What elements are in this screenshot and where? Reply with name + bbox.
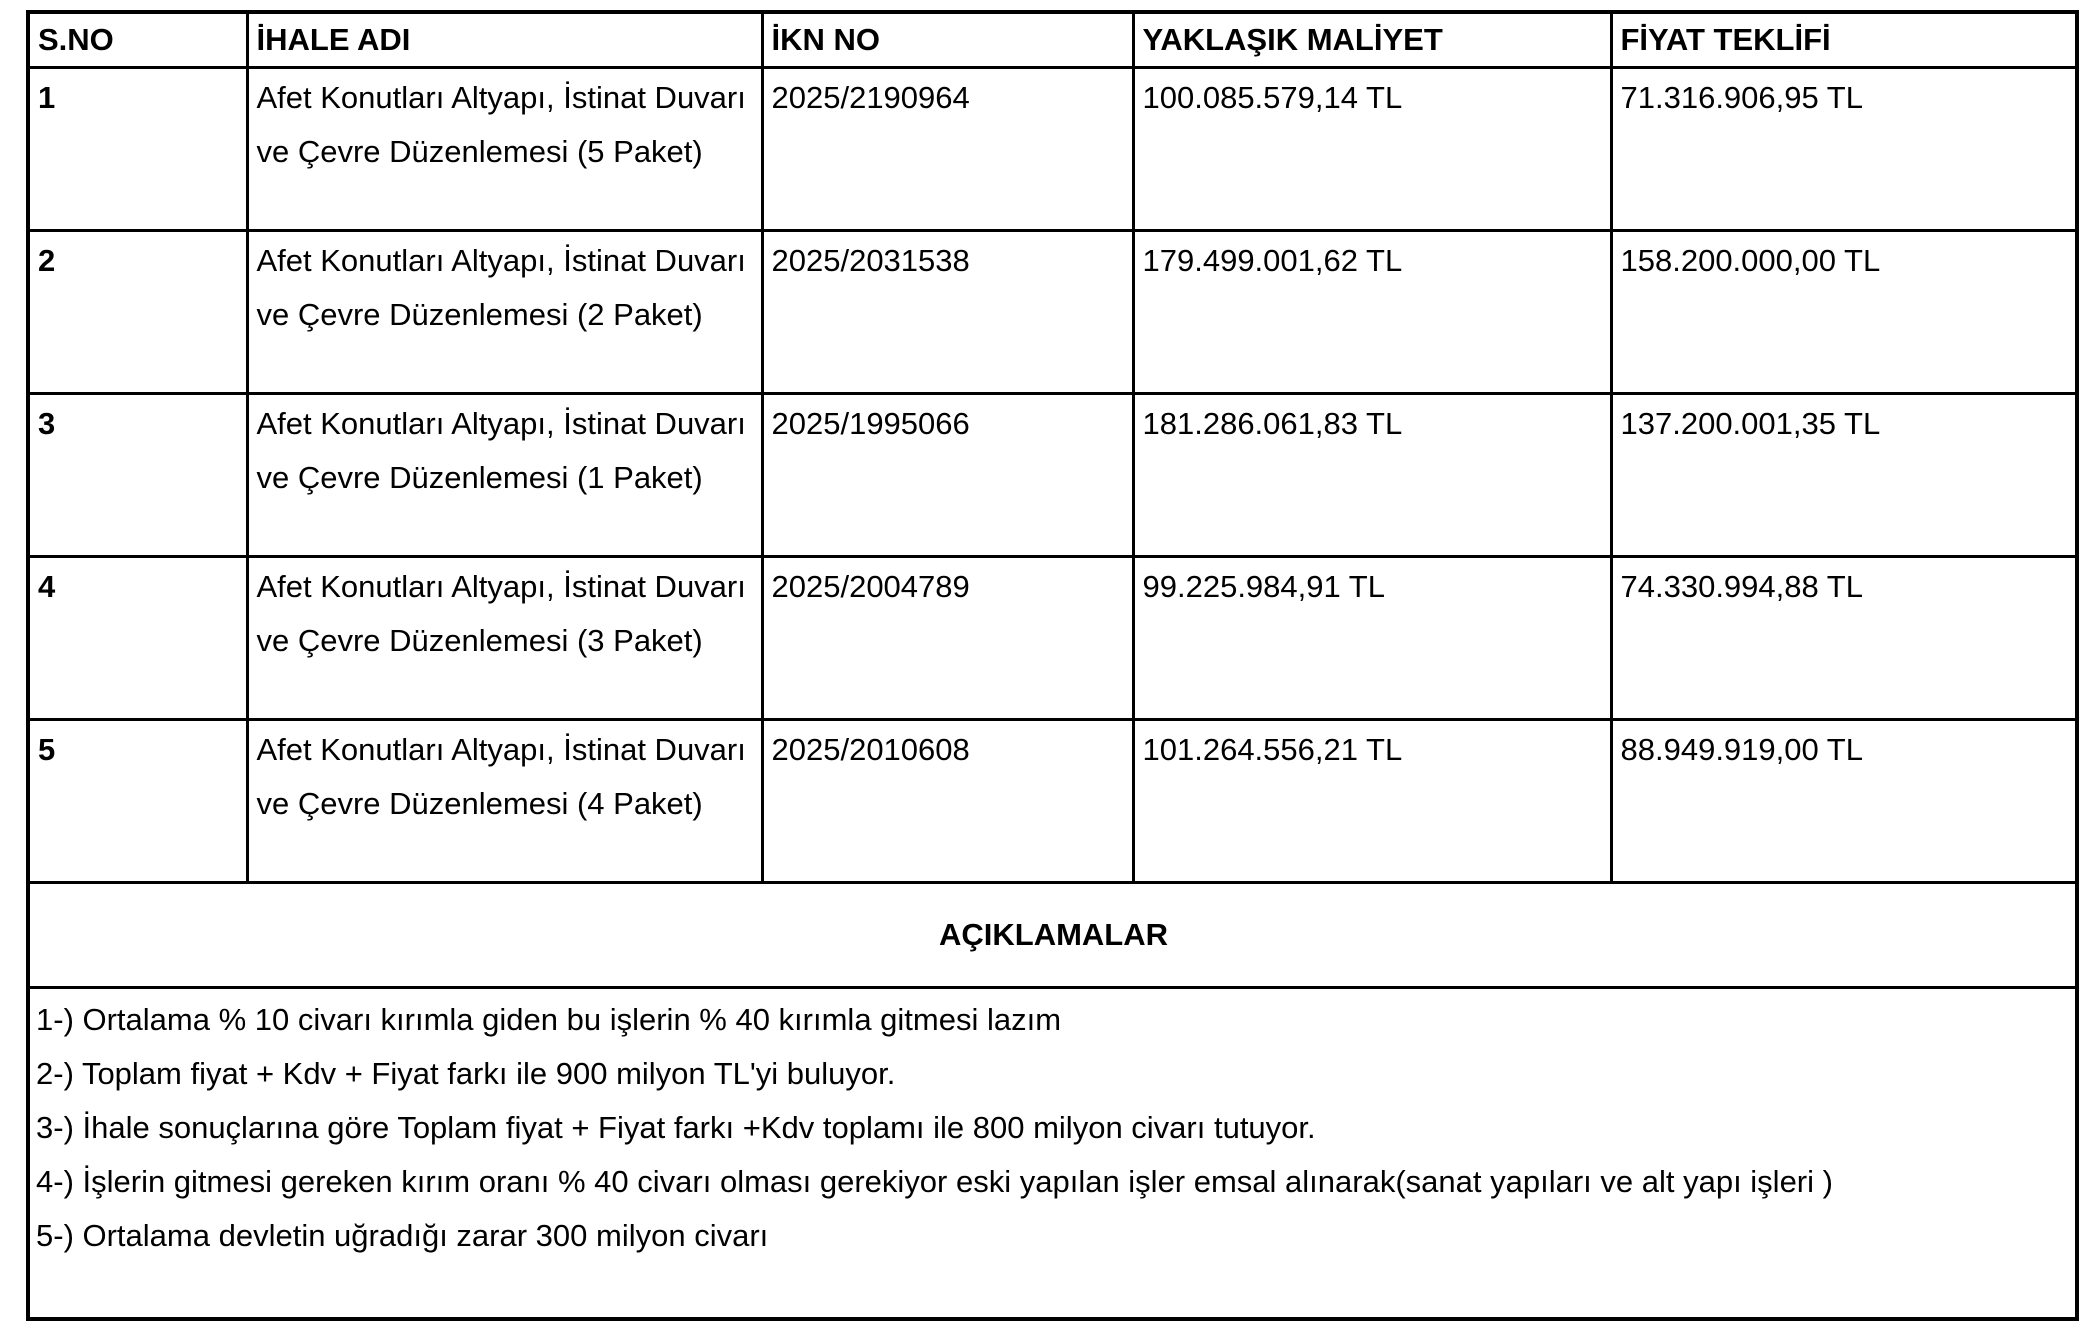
cell-sno: 2 <box>28 231 247 394</box>
cell-sno: 1 <box>28 68 247 231</box>
cell-ihale-adi: Afet Konutları Altyapı, İstinat Duvarı ve Çevre Düzenlemesi (5 Paket) <box>247 68 762 231</box>
table-row <box>28 720 2077 883</box>
header-ikn-no: İKN NO <box>762 12 1133 68</box>
tender-table <box>26 10 2079 1321</box>
aciklama-item: 1-) Ortalama % 10 civarı kırımla giden bu işlerin % 40 kırımla gitmesi lazım <box>36 1002 1062 1037</box>
cell-fiyat-teklifi: 158.200.000,00 TL <box>1611 231 2077 394</box>
notes-row <box>28 988 2077 1320</box>
aciklama-item: 5-) Ortalama devletin uğradığı zarar 300 milyon civarı <box>36 1218 769 1253</box>
cell-sno: 5 <box>28 720 247 883</box>
cell-ikn-no: 2025/2190964 <box>762 68 1133 231</box>
section-title-row <box>28 883 2077 988</box>
table-row <box>28 68 2077 231</box>
cell-ihale-adi: Afet Konutları Altyapı, İstinat Duvarı ve Çevre Düzenlemesi (4 Paket) <box>247 720 762 883</box>
header-yaklasik-maliyet: YAKLAŞIK MALİYET <box>1133 12 1611 68</box>
aciklamalar-title: AÇIKLAMALAR <box>28 883 2077 988</box>
table-row <box>28 231 2077 394</box>
cell-ihale-adi: Afet Konutları Altyapı, İstinat Duvarı ve Çevre Düzenlemesi (2 Paket) <box>247 231 762 394</box>
cell-ikn-no: 2025/2031538 <box>762 231 1133 394</box>
aciklama-item: 4-) İşlerin gitmesi gereken kırım oranı % 40 civarı olması gerekiyor eski yapılan işler emsal alınarak(sanat yapıları ve alt yapı işleri ) <box>36 1164 1833 1199</box>
cell-sno: 4 <box>28 557 247 720</box>
cell-yaklasik-maliyet: 99.225.984,91 TL <box>1133 557 1611 720</box>
cell-fiyat-teklifi: 74.330.994,88 TL <box>1611 557 2077 720</box>
cell-yaklasik-maliyet: 100.085.579,14 TL <box>1133 68 1611 231</box>
cell-ihale-adi: Afet Konutları Altyapı, İstinat Duvarı ve Çevre Düzenlemesi (3 Paket) <box>247 557 762 720</box>
cell-ihale-adi: Afet Konutları Altyapı, İstinat Duvarı ve Çevre Düzenlemesi (1 Paket) <box>247 394 762 557</box>
cell-sno: 3 <box>28 394 247 557</box>
notes-cell <box>28 988 2077 1320</box>
table-row <box>28 394 2077 557</box>
header-ihale-adi: İHALE ADI <box>247 12 762 68</box>
cell-fiyat-teklifi: 88.949.919,00 TL <box>1611 720 2077 883</box>
cell-ikn-no: 2025/2004789 <box>762 557 1133 720</box>
aciklama-item: 2-) Toplam fiyat + Kdv + Fiyat farkı ile 900 milyon TL'yi buluyor. <box>36 1056 896 1091</box>
cell-yaklasik-maliyet: 181.286.061,83 TL <box>1133 394 1611 557</box>
cell-yaklasik-maliyet: 101.264.556,21 TL <box>1133 720 1611 883</box>
cell-ikn-no: 2025/1995066 <box>762 394 1133 557</box>
cell-ikn-no: 2025/2010608 <box>762 720 1133 883</box>
cell-yaklasik-maliyet: 179.499.001,62 TL <box>1133 231 1611 394</box>
aciklama-item: 3-) İhale sonuçlarına göre Toplam fiyat + Fiyat farkı +Kdv toplamı ile 800 milyon civarı tutuyor. <box>36 1110 1316 1145</box>
cell-fiyat-teklifi: 137.200.001,35 TL <box>1611 394 2077 557</box>
header-sno: S.NO <box>28 12 247 68</box>
cell-fiyat-teklifi: 71.316.906,95 TL <box>1611 68 2077 231</box>
table-row <box>28 557 2077 720</box>
table-header-row <box>28 12 2077 68</box>
header-fiyat-teklifi: FİYAT TEKLİFİ <box>1611 12 2077 68</box>
